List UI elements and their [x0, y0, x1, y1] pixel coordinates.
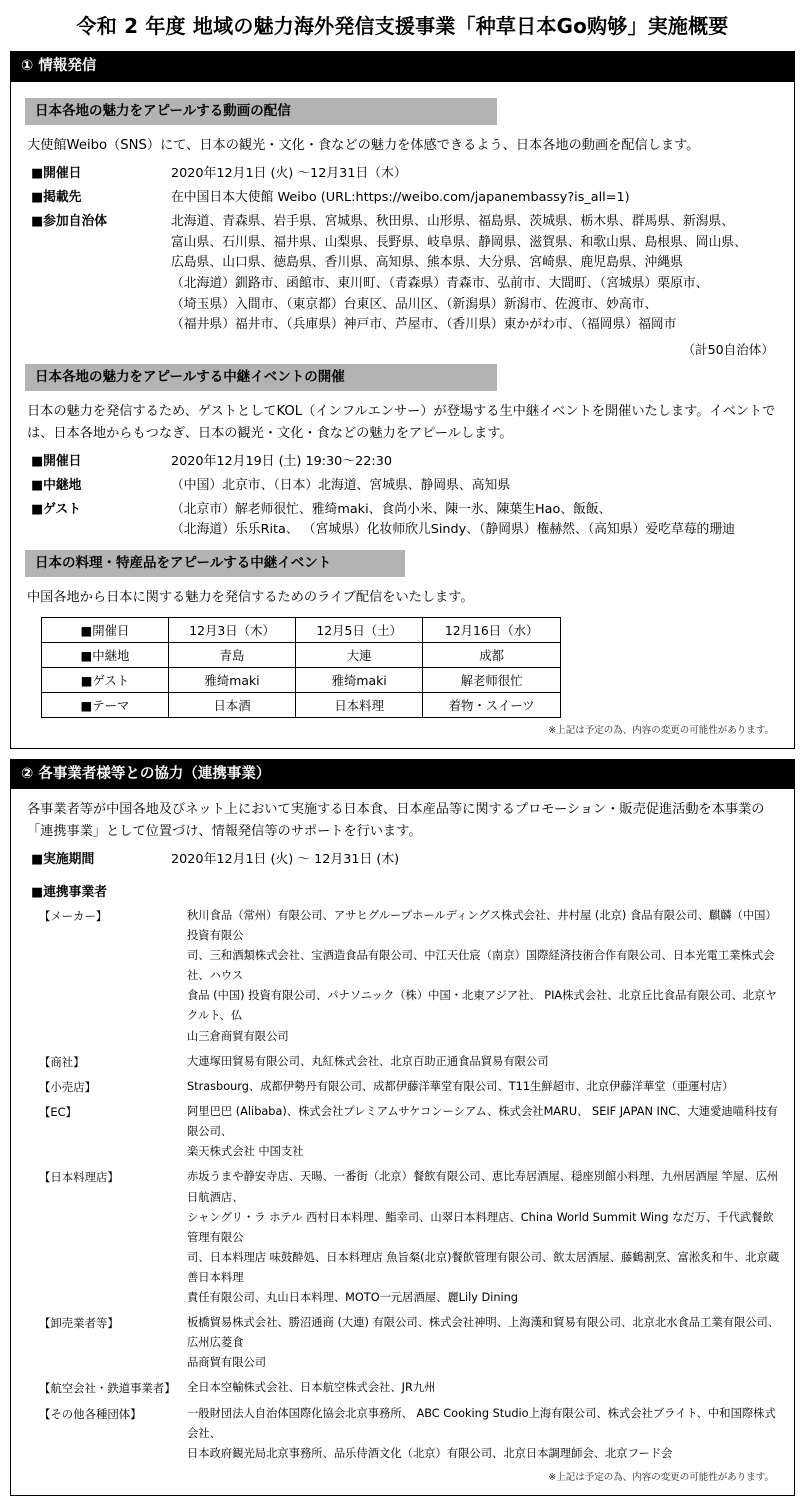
category-label: 【メーカー】: [39, 908, 108, 923]
value-line: 楽天株式会社 中国支社: [187, 1145, 304, 1159]
value-line: 司、日本料理店 味鼓酔処、日本料理店 魚旨粲(北京)餐飲管理有限公司、飲太居酒屋、藤鶴割烹、富淞炙和牛、北京蔵善日本料理: [187, 1250, 780, 1284]
category-label: 【日本料理店】: [39, 1170, 119, 1185]
field-label: ■開催日: [31, 166, 82, 182]
partner-category-japanese-restaurants: [25, 1167, 780, 1308]
table-cell: 雅绮maki: [296, 667, 423, 692]
value-line: 大連塚田貿易有限公司、丸紅株式会社、北京百助正通食品貿易有限公司: [187, 1054, 549, 1068]
table-cell: 大連: [296, 642, 423, 667]
subsection-paragraph-cuisine-event: 中国各地から日本に関する魅力を発信するためのライブ配信をいたします。: [27, 590, 474, 606]
value-line: 責任有限公司、丸山日本料理、MOTO一元居酒屋、麗Lily Dining: [187, 1291, 518, 1305]
field-label: ■ゲスト: [31, 501, 81, 517]
value-line: 2020年12月1日 (火) ～12月31日（木）: [171, 166, 407, 182]
field-guests: [25, 500, 780, 541]
value-line: 品商貿有限公司: [187, 1356, 267, 1370]
row-header: ■開催日: [42, 617, 169, 642]
cuisine-event-table: [41, 617, 561, 718]
field-label: ■開催日: [31, 454, 82, 470]
field-event-date-video: [25, 164, 780, 185]
table-row: [42, 667, 561, 692]
value-line: （福井県）福井市、（兵庫県）神戸市、芦屋市、（香川県）東かがわ市、（福岡県）福岡市: [171, 317, 677, 333]
table-row: [42, 692, 561, 717]
field-implementation-period: [25, 850, 780, 871]
value-line: （北海道）釧路市、函館市、東川町、（青森県）青森市、弘前市、大間町、（宮城県）栗原市、: [171, 276, 709, 292]
field-value: [171, 850, 780, 871]
partners-heading: ■連携事業者: [31, 884, 108, 900]
value-line: （埼玉県）入間市、（東京都）台東区、品川区、（新潟県）新潟市、佐渡市、妙高市、: [171, 296, 658, 312]
table-cell: 着物・スイーツ: [423, 692, 561, 717]
value-line: 阿里巴巴 (Alibaba)、株式会社プレミアムサケコンーシアム、株式会社MARU、 SEIF JAPAN INC、大連愛迪喵科技有限公司、: [187, 1105, 778, 1139]
table-cell: 12月5日（土）: [296, 617, 423, 642]
subsection-paragraph-relay-event: 日本の魅力を発信するため、ゲストとしてKOL（インフルエンサー）が登場する生中継イベントを開催いたします。イベントでは、日本各地からもつなぎ、日本の観光・文化・食などの魅力をアピールします。: [27, 404, 776, 441]
table-row: [42, 642, 561, 667]
table-cell: 青島: [169, 642, 296, 667]
category-label: 【小売店】: [39, 1079, 96, 1094]
category-value: [187, 1404, 780, 1464]
section1-body: [11, 82, 794, 748]
field-value: [171, 188, 780, 209]
partner-category-trading-companies: [25, 1052, 780, 1072]
partner-category-manufacturers: [25, 906, 780, 1047]
row-header: ■テーマ: [42, 692, 169, 717]
category-label: 【EC】: [39, 1105, 77, 1120]
value-line: 日本政府観光局北京事務所、品乐侍酒文化（北京）有限公司、北京日本調理師会、北京フード会: [187, 1446, 673, 1460]
value-line: （北海道）乐乐Rita、 （宮城県）化妆师欣儿Sindy、（静岡県）権赫然、（高知県）爱吃草莓的珊迪: [171, 522, 735, 538]
table-cell: 解老师很忙: [423, 667, 561, 692]
field-value: [171, 164, 780, 185]
table-row: [42, 617, 561, 642]
category-value: [187, 1102, 780, 1162]
table-cell: 日本料理: [296, 692, 423, 717]
partner-category-ec: [25, 1102, 780, 1162]
value-line: （中国）北京市、（日本）北海道、宮城県、静岡県、高知県: [171, 477, 511, 493]
value-line: 赤坂うまや静安寺店、天暘、一番街（北京）餐飲有限公司、恵比寿居酒屋、穏座別館小料理、九州居酒屋 竿屋、広州日航酒店、: [187, 1170, 779, 1204]
field-publication-site: [25, 188, 780, 209]
subsection-heading-video: 日本各地の魅力をアピールする動画の配信: [25, 98, 497, 125]
value-line: 広島県、山口県、徳島県、香川県、高知県、熊本県、大分県、宮崎県、鹿児島県、沖縄県: [171, 255, 683, 271]
value-line: シャングリ・ラ ホテル 西村日本料理、鮨幸司、山翠日本料理店、China World Summit Wing なだ万、千代武餐飲管理有限公: [187, 1210, 774, 1244]
value-line: 富山県、石川県、福井県、山梨県、長野県、岐阜県、静岡県、滋賀県、和歌山県、島根県、岡山県、: [171, 234, 747, 250]
value-line: 一般財団法人自治体国際化協会北京事務所、 ABC Cooking Studio上海有限公司、株式会社ブライト、中和国際株式会社、: [187, 1406, 776, 1440]
field-label: ■掲載先: [31, 190, 82, 206]
field-participating-municipalities: [25, 212, 780, 336]
field-value: [171, 500, 780, 541]
category-value: [187, 1077, 780, 1097]
field-value: [171, 452, 780, 473]
category-value: [187, 1052, 780, 1072]
partner-category-other-organizations: [25, 1404, 780, 1464]
category-value: [187, 1167, 780, 1308]
section2-paragraph: 各事業者等が中国各地及びネット上において実施する日本食、日本産品等に関するプロモーション・販売促進活動を本事業の「連携事業」として位置づけ、情報発信等のサポートを行います。: [27, 802, 765, 839]
subsection-heading-relay-event: 日本各地の魅力をアピールする中継イベントの開催: [25, 364, 497, 391]
category-label: 【商社】: [39, 1054, 85, 1069]
municipality-count: （計50自治体）: [682, 342, 774, 358]
value-line: 全日本空輸株式会社、日本航空株式会社、JR九州: [187, 1381, 436, 1395]
section1-header: ① 情報発信: [11, 52, 794, 82]
category-value: [187, 1313, 780, 1373]
table-cell: 成都: [423, 642, 561, 667]
field-label: ■中継地: [31, 477, 82, 493]
disclaimer-note-section1: ※上記は予定の為、内容の変更の可能性があります。: [548, 724, 774, 736]
row-header: ■中継地: [42, 642, 169, 667]
value-line: 在中国日本大使館 Weibo (URL:https://weibo.com/japanembassy?is_all=1): [171, 190, 630, 206]
value-line: 北海道、青森県、岩手県、宮城県、秋田県、山形県、福島県、茨城県、栃木県、群馬県、新潟県、: [171, 213, 735, 229]
value-line: 司、三和酒類株式会社、宝酒造食品有限公司、中江天仕宸（南京）国際経済技術合作有限公司、日本光電工業株式会社、ハウス: [187, 949, 775, 983]
field-label: ■参加自治体: [31, 213, 108, 229]
section2-header: ② 各事業者様等との協力（連携事業）: [11, 760, 794, 790]
value-line: 2020年12月1日 (火) ～ 12月31日 (木): [171, 852, 400, 868]
table-cell: 12月3日（木）: [169, 617, 296, 642]
field-value: [171, 476, 780, 497]
field-label: ■実施期間: [31, 852, 95, 868]
partner-category-wholesalers: [25, 1313, 780, 1373]
section-information-dissemination: [10, 51, 795, 749]
value-line: 秋川食品（常州）有限公司、アサヒグループホールディングス株式会社、井村屋 (北京) 食品有限公司、麒麟（中国）投資有限公: [187, 908, 777, 943]
field-value: [171, 212, 780, 336]
page-title: 令和 2 年度 地域の魅力海外発信支援事業「种草日本Go购够」実施概要: [76, 14, 729, 38]
partner-category-retail-stores: [25, 1077, 780, 1097]
value-line: 食品 (中国) 投資有限公司、パナソニック（株）中国・北東アジア社、 PIA株式会社、北京丘比食品有限公司、北京ヤクルト、仏: [187, 989, 777, 1023]
category-value: [187, 1378, 780, 1398]
section-business-cooperation: [10, 759, 795, 1496]
disclaimer-note-section2: ※上記は予定の為、内容の変更の可能性があります。: [548, 1471, 774, 1483]
category-label: 【卸売業者等】: [39, 1316, 119, 1331]
value-line: 2020年12月19日 (土) 19:30～22:30: [171, 454, 392, 470]
category-label: 【航空会社・鉄道事業者】: [39, 1381, 176, 1396]
value-line: 板橋貿易株式会社、勝沼通商 (大連) 有限公司、株式会社神明、上海漢和貿易有限公司、北京北水食品工業有限公司、広州広菱食: [187, 1316, 780, 1350]
subsection-paragraph-video: 大使館Weibo（SNS）にて、日本の観光・文化・食などの魅力を体感できるよう、日本各地の動画を配信します。: [27, 138, 700, 154]
value-line: （北京市）解老师很忙、雅绮maki、食尚小米、陳一氷、陳葉生Hao、飯飯、: [171, 501, 612, 517]
subsection-heading-cuisine-event: 日本の料理・特産品をアピールする中継イベント: [25, 550, 405, 577]
row-header: ■ゲスト: [42, 667, 169, 692]
section2-body: [11, 789, 794, 1495]
field-relay-locations: [25, 476, 780, 497]
table-cell: 12月16日（水）: [423, 617, 561, 642]
table-cell: 雅绮maki: [169, 667, 296, 692]
category-label: 【その他各種団体】: [39, 1406, 142, 1421]
table-cell: 日本酒: [169, 692, 296, 717]
value-line: 山三倉商貿有限公司: [187, 1029, 289, 1043]
category-value: [187, 906, 780, 1047]
partner-category-airlines-railways: [25, 1378, 780, 1398]
field-event-date-relay: [25, 452, 780, 473]
value-line: Strasbourg、成都伊勢丹有限公司、成都伊藤洋華堂有限公司、T11生鮮超市、北京伊藤洋華堂（亜運村店）: [187, 1079, 734, 1093]
